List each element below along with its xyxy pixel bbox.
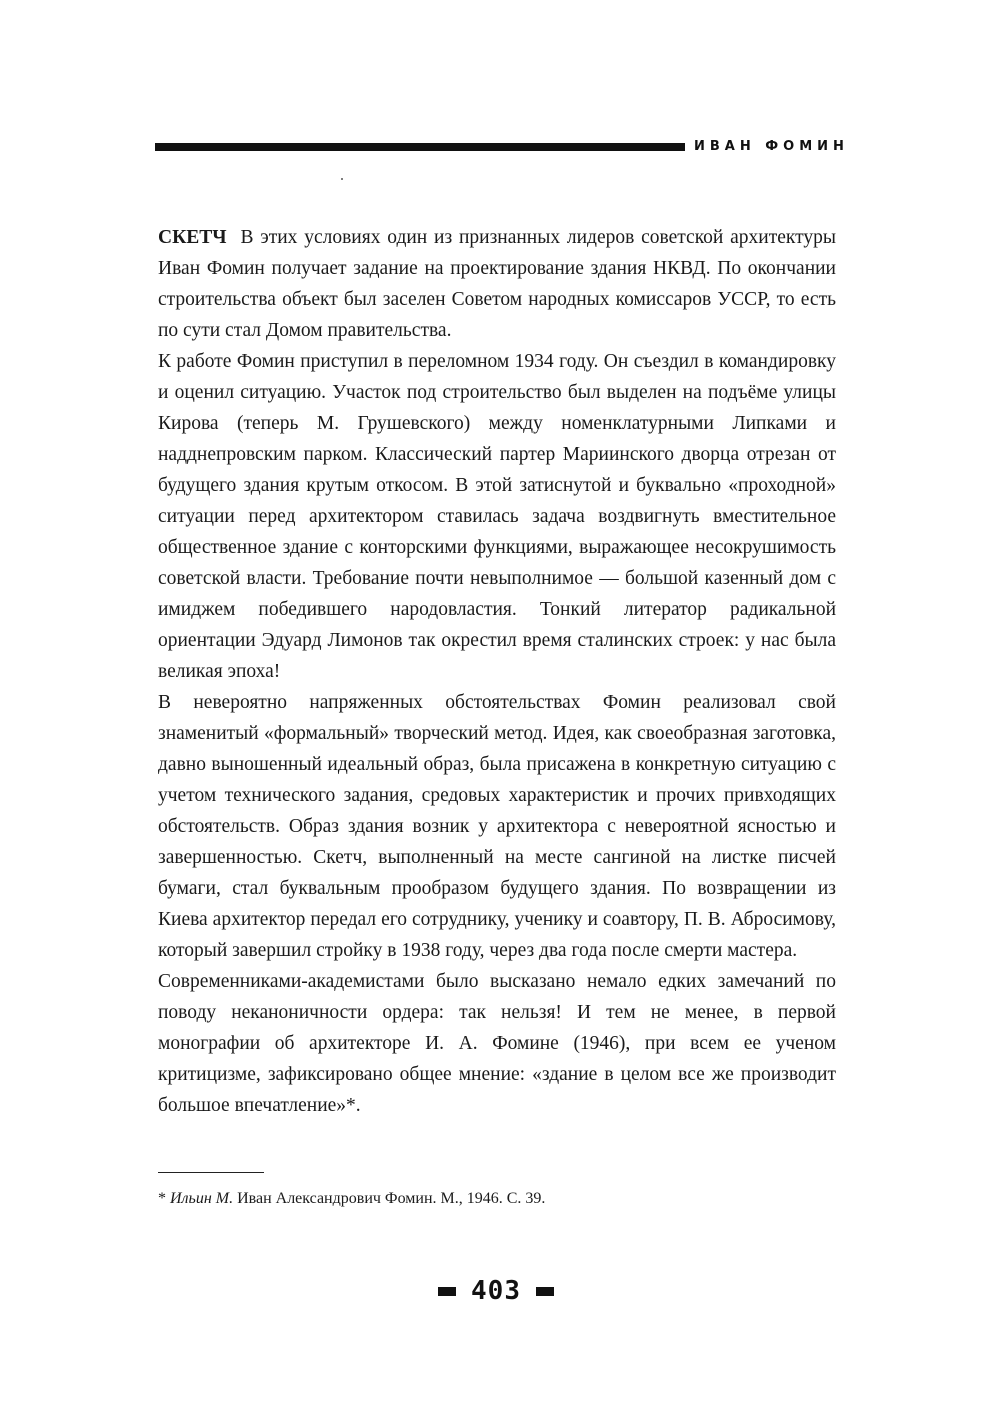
section-lead-word: СКЕТЧ	[158, 227, 227, 248]
folio-bar-right	[536, 1287, 554, 1296]
paragraph	[158, 222, 836, 346]
page-number: 403	[471, 1276, 521, 1307]
page-footer	[0, 1276, 992, 1306]
footnote	[158, 1188, 836, 1210]
footnote-rule	[158, 1172, 264, 1173]
header-rule	[155, 143, 685, 151]
paragraph: Современниками-академистами было высказано немало едких замечаний по поводу неканоничности ордера: так нельзя! И тем не менее, в первой монографии об архитекторе И. А. Фомине (1946), при всем ее ученом критицизме, зафиксировано общее мнение: «здание в целом все же производит большое впечатление»*.	[158, 971, 836, 1116]
footnote-author: Ильин М.	[170, 1190, 234, 1207]
paragraph: К работе Фомин приступил в переломном 1934 году. Он съездил в командировку и оценил ситуацию. Участок под строительство был выделен на подъёме улицы Кирова (теперь М. Грушевского) между номенклатурными Липками и надднепровским парком. Классический партер Мариинского дворца отрезан от будущего здания крутым откосом. В этой затиснутой и буквально «проходной» ситуации перед архитектором ставилась задача воздвигнуть вместительное общественное здание с конторскими функциями, выражающее несокрушимость советской власти. Требование почти невыполнимое — большой казенный дом с имиджем победившего народовластия. Тонкий литератор радикальной ориентации Эдуард Лимонов так окрестил время сталинских строек: у нас была великая эпоха!	[158, 351, 836, 682]
main-text	[158, 222, 836, 1121]
footnote-marker: *	[158, 1190, 166, 1207]
print-speck	[341, 178, 343, 180]
folio-bar-left	[438, 1287, 456, 1296]
running-title: ИВАН ФОМИН	[694, 139, 849, 154]
paragraph: В невероятно напряженных обстоятельствах Фомин реализовал свой знаменитый «формальный» творческий метод. Идея, как своеобразная заготовка, давно выношенный идеальный образ, была присажена в конкретную ситуацию с учетом технического задания, средовых характеристик и прочих привходящих обстоятельств. Образ здания возник у архитектора с невероятной ясностью и завершенностью. Скетч, выполненный на месте сангиной на листке писчей бумаги, стал буквальным прообразом будущего здания. По возвращении из Киева архитектор передал его сотруднику, ученику и соавтору, П. В. Абросимову, который завершил стройку в 1938 году, через два года после смерти мастера.	[158, 692, 836, 961]
paragraph-text: В этих условиях один из признанных лидеров советской архитектуры Иван Фомин получает задание на проектирование здания НКВД. По окончании строительства объект был заселен Советом народных комиссаров УССР, то есть по сути стал Домом правительства.	[158, 227, 836, 341]
footnote-citation: Иван Александрович Фомин. М., 1946. С. 39.	[237, 1190, 546, 1207]
